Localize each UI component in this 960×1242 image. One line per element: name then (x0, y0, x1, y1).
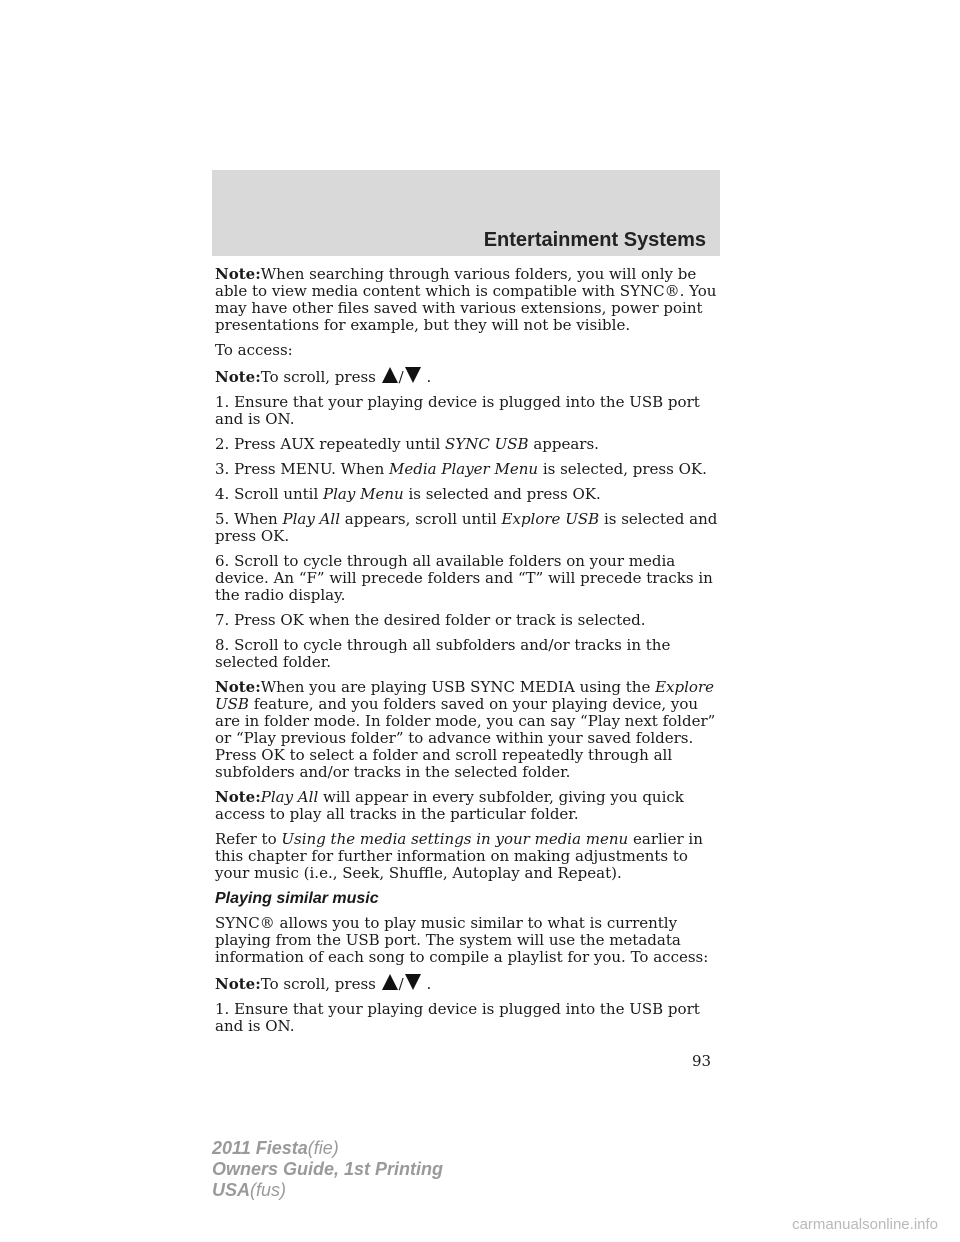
footer-line-3 (212, 1180, 443, 1201)
step-3-b: is selected, press OK. (542, 460, 707, 478)
note-explore-b: feature, and you folders saved on your playing device, you are in folder mode. In folder mode, you can say “Play next folder” or “Play previous folder” to advance within your saved folders. Press OK to select a folder and scroll repeatedly through all subfolders and/or tracks in the selected folder. (215, 695, 716, 781)
section-title: Entertainment Systems (483, 229, 706, 251)
step-3-a: 3. Press MENU. When (215, 460, 385, 478)
note-label: Note: (215, 368, 261, 386)
step-5-c: is selected and press OK. (215, 510, 718, 545)
similar-music-text: SYNC® allows you to play music similar to what is currently playing from the USB port. The system will use the metadata information of each song to compile a playlist for you. To access: (215, 914, 709, 966)
refer-b: earlier in this chapter for further information on making adjustments to your music (i.e., Seek, Shuffle, Autoplay and Repeat). (215, 830, 703, 882)
slash: / (398, 368, 404, 386)
note-label: Note: (215, 788, 261, 806)
note-play-all-b: will appear in every subfolder, giving you quick access to play all tracks in the particular folder. (215, 788, 684, 823)
down-arrow-icon (405, 974, 421, 990)
footer-market-code: (fus) (250, 1180, 287, 1200)
step-1: 1. Ensure that your playing device is plugged into the USB port and is ON. (215, 393, 700, 428)
note-explore-a: When you are playing USB SYNC MEDIA using the (260, 678, 651, 696)
note-text: When searching through various folders, you will only be able to view media content which is compatible with SYNC®. You may have other files saved with various extensions, power point presentations for example, but they will not be visible. (215, 265, 717, 334)
up-arrow-icon (382, 367, 398, 383)
step-4 (215, 486, 725, 503)
note-explore-term: Explore USB (215, 678, 714, 713)
refer-a: Refer to (215, 830, 277, 848)
note-scroll-2 (215, 974, 725, 993)
step-5-b: appears, scroll until (344, 510, 497, 528)
step-6: 6. Scroll to cycle through all available folders on your media device. An “F” will precede folders and “T” will precede tracks in the radio display. (215, 552, 713, 604)
footer-market: USA (212, 1180, 251, 1200)
scroll-text: To scroll, press (260, 368, 376, 386)
refer-term: Using the media settings in your media menu (281, 830, 629, 848)
step-7: 7. Press OK when the desired folder or track is selected. (215, 611, 646, 629)
footer-model-code: (fie) (307, 1138, 339, 1158)
step-3 (215, 461, 725, 478)
step-4-a: 4. Scroll until (215, 485, 319, 503)
step-4-b: is selected and press OK. (408, 485, 601, 503)
header-band (212, 170, 720, 256)
note-scroll (215, 367, 725, 386)
note-label: Note: (215, 265, 261, 283)
note-play-all (215, 789, 725, 823)
step-2 (215, 436, 725, 453)
step-2-b: appears. (533, 435, 599, 453)
note-label: Note: (215, 678, 261, 696)
step-8: 8. Scroll to cycle through all subfolders and/or tracks in the selected folder. (215, 636, 671, 671)
to-access: To access: (215, 341, 293, 359)
step-3-term: Media Player Menu (389, 460, 539, 478)
footer-model: 2011 Fiesta (212, 1138, 308, 1158)
note-play-all-term: Play All (260, 788, 319, 806)
up-arrow-icon (382, 974, 398, 990)
step-5-term-2: Explore USB (501, 510, 600, 528)
step-2-a: 2. Press AUX repeatedly until (215, 435, 441, 453)
step-5-term-1: Play All (282, 510, 340, 528)
step-5-a: 5. When (215, 510, 278, 528)
page-number: 93 (692, 1052, 712, 1070)
refer-paragraph (215, 831, 725, 882)
subheading: Playing similar music (215, 890, 379, 907)
step-1b: 1. Ensure that your playing device is plugged into the USB port and is ON. (215, 1000, 700, 1035)
period: . (426, 975, 432, 993)
down-arrow-icon (405, 367, 421, 383)
note-label: Note: (215, 975, 261, 993)
footer-line-1 (212, 1138, 443, 1159)
scroll-text: To scroll, press (260, 975, 376, 993)
footer (212, 1138, 443, 1201)
slash: / (398, 975, 404, 993)
page-content (215, 266, 725, 1043)
step-2-term: SYNC USB (445, 435, 529, 453)
step-5 (215, 511, 725, 545)
note-explore (215, 679, 725, 781)
note-folders (215, 266, 725, 334)
watermark: carmanualsonline.info (792, 1216, 938, 1233)
footer-line-2: Owners Guide, 1st Printing (212, 1159, 444, 1179)
period: . (426, 368, 432, 386)
step-4-term: Play Menu (323, 485, 404, 503)
